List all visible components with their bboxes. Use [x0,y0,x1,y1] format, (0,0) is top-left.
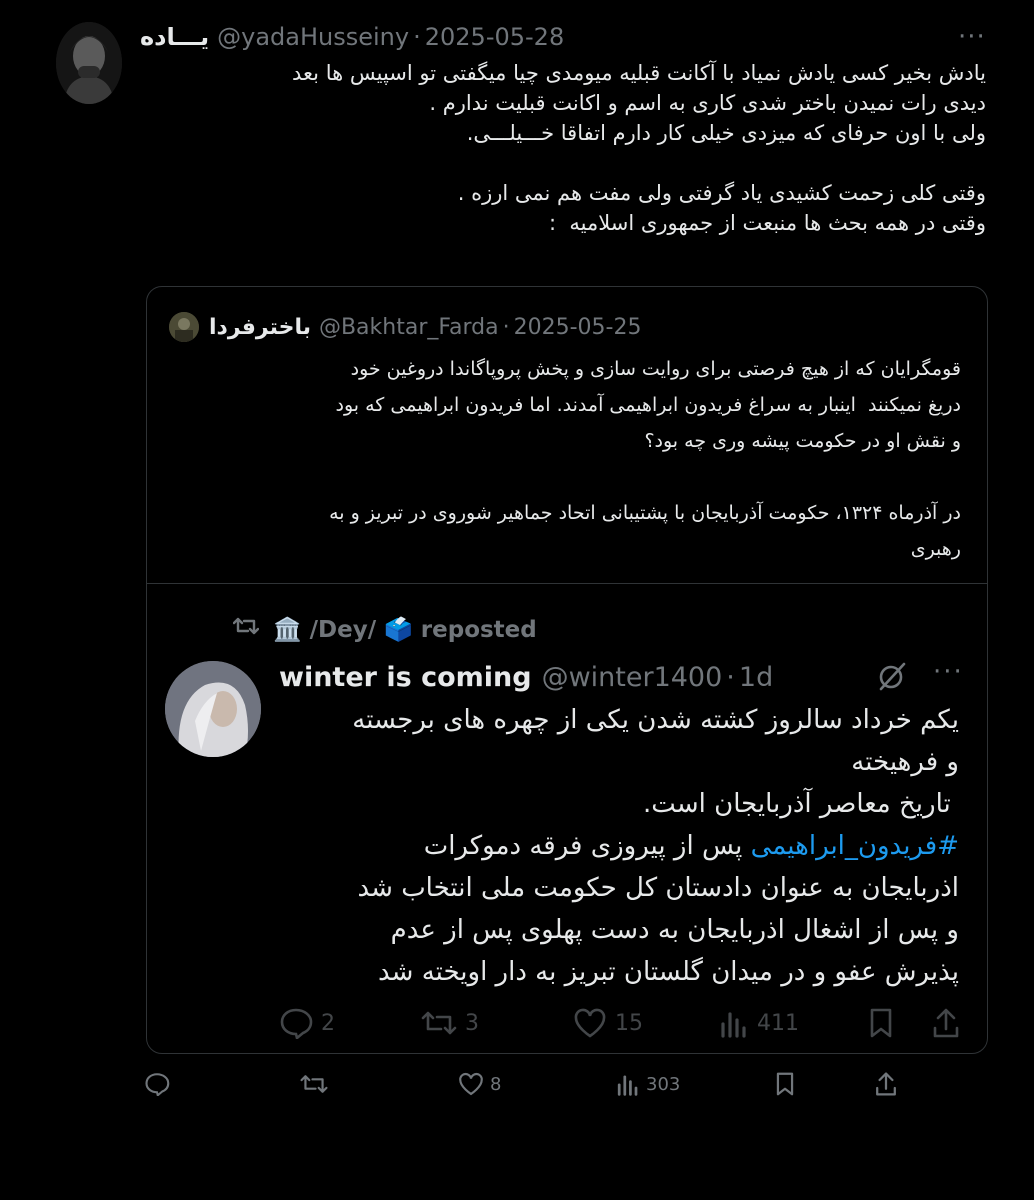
divider [147,583,987,584]
reply-icon [144,1072,170,1096]
share-icon [931,1003,969,1043]
views-icon [616,1072,640,1096]
more-icon: ··· [933,657,964,687]
inner-like [573,1003,643,1043]
like-button[interactable] [458,1066,501,1102]
repost-icon [300,1072,328,1096]
grok-icon [877,661,907,695]
post-text: یادش بخیر کسی یادش نمیاد با آکانت قبلیه میومدی چیا میگفتی تو اسپیس ها بعد دیدی رات نمیدن باختر شدی کاری به اسم و اکانت قبلیت ندارم . ولی با اون حرفای که میزدی خیلی کار دارم اتفاقا خـــیلـــی. وقتی کلی زحمت کشیدی یاد گرفتی ولی مفت هم نمی ارزه . وقتی در همه بحث ها منبعت از جمهوری اسلامیه : [292,61,986,235]
inner-author-name: winter is coming [279,661,532,693]
repost-icon [233,615,259,643]
repost-count: 3 [465,1010,479,1036]
like-icon [458,1072,484,1096]
quoted-author-handle[interactable]: @Bakhtar_Farda [318,314,499,340]
separator-dot: · [413,23,421,51]
author-name[interactable]: یـــاده [140,23,210,51]
hashtag-link: #فریدون_ابراهیمی [750,831,959,861]
post-action-bar [144,1066,904,1102]
quoted-post-date: 2025-05-25 [513,314,642,340]
share-icon [874,1071,898,1097]
bookmark-icon [867,1003,903,1043]
author-handle[interactable]: @yadaHusseiny [217,23,410,51]
inner-post-time: 1d [738,661,774,693]
separator-dot: · [502,314,510,340]
views-button[interactable] [616,1066,680,1102]
inner-author-avatar [165,661,261,757]
inner-reply [279,1003,335,1043]
repost-label: 🏛️ /Dey/ 🗳️ reposted [273,616,537,643]
share-button[interactable] [874,1066,904,1102]
inner-repost [421,1003,479,1043]
like-count: 15 [615,1010,643,1036]
reply-button[interactable] [144,1066,176,1102]
more-icon[interactable]: ··· [958,22,986,52]
inner-text-part: پس از پیروزی فرقه دموکرات اذربایجان به عنوان دادستان کل حکومت ملی انتخاب شد و پس از اشغال اذربایجان به دست پهلوی پس از عدم پذیرش عفو و در میدان گلستان تبریز به دار اویخته شد [357,831,959,987]
quoted-author-avatar[interactable] [169,312,199,342]
quoted-post-text: قومگرایان که از هیچ فرصتی برای روایت سازی و پخش پروپاگاندا دروغین خود دریغ نمیکنند اینبار به سراغ فریدون ابراهیمی آمدند. اما فریدون ابراهیمی که بود و نقش او در حکومت پیشه وری چه بود؟ در آذرماه ۱۳۲۴، حکومت آذربایجان با پشتیبانی اتحاد جماهیر شوروی در تبریز و به رهبری [329,358,961,560]
separator-dot: · [726,661,735,693]
quoted-post-header [169,311,641,343]
quoted-author-name[interactable]: باخترفردا [209,314,311,340]
repost-indicator [233,613,537,645]
repost-button[interactable] [300,1066,334,1102]
author-avatar[interactable] [56,22,122,104]
inner-post-header [279,657,773,697]
bookmark-button[interactable] [774,1066,802,1102]
like-icon [573,1008,607,1038]
reply-count: 2 [321,1010,335,1036]
quoted-post-card[interactable] [146,286,988,1054]
bookmark-icon [774,1071,796,1097]
reply-icon [279,1007,313,1039]
views-icon [719,1008,749,1038]
like-count: 8 [490,1073,502,1095]
inner-text-part: یکم خرداد سالروز کشته شدن یکی از چهره های برجسته و فرهیخته تاریخ معاصر آذربایجان است. [352,705,959,819]
post-header [140,20,980,54]
repost-icon [421,1008,457,1038]
inner-post-text [259,699,959,993]
inner-views [719,1003,799,1043]
inner-author-handle: @winter1400 [541,661,723,693]
inner-action-bar [279,1003,969,1043]
post-date[interactable]: 2025-05-28 [424,23,565,51]
views-count: 411 [757,1010,799,1036]
views-count: 303 [646,1073,681,1095]
